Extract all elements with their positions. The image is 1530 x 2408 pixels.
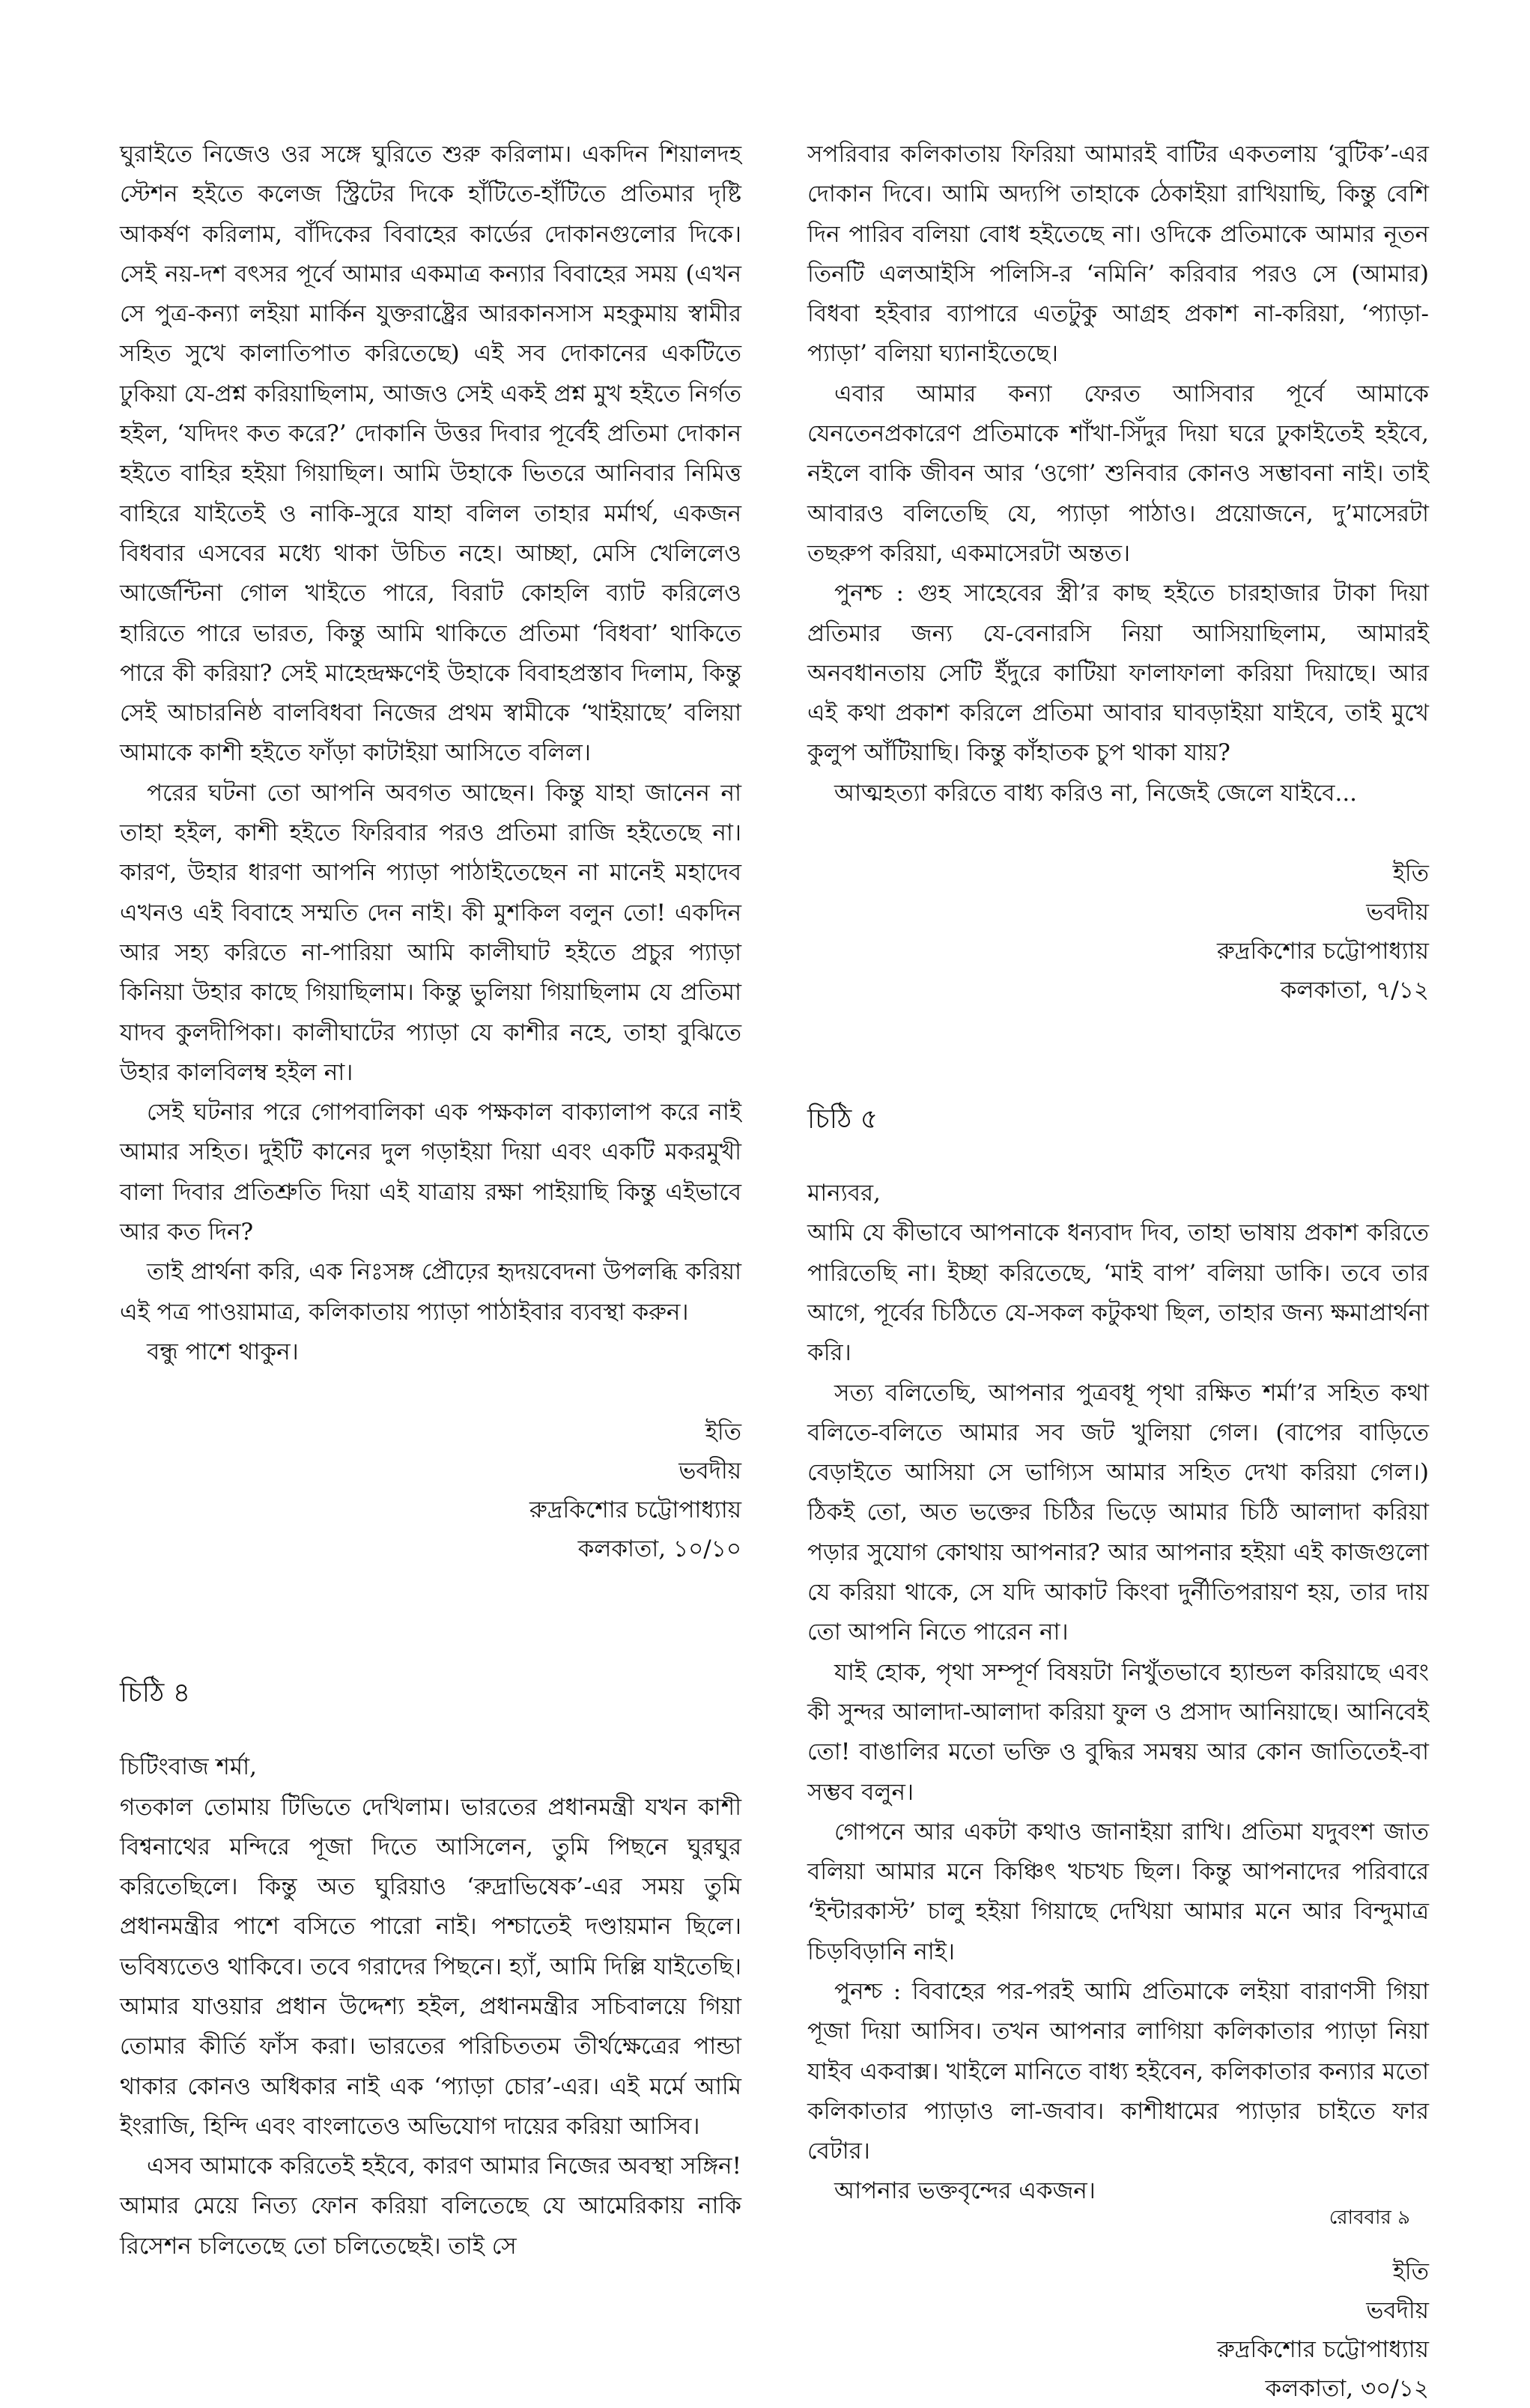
signoff-name: রুদ্রকিশোর চট্টোপাধ্যায়	[1216, 2335, 1429, 2363]
signoff-name: রুদ্রকিশোর চট্টোপাধ্যায়	[1216, 938, 1429, 965]
letter5-postscript: পুনশ্চ : বিবাহের পর-পরই আমি প্রতিমাকে লইয়া বারাণসী গিয়া পূজা দিয়া আসিব। তখন আপনার লাগিয়া কলিকাতার প্যাড়া নিয়া যাইব একবাক্স। খাইলে মানিতে বাধ্য হইবেন, কলিকাতার কন্যার মতো কলিকাতার প্যাড়াও লা-জবাব। কাশীধামের প্যাড়ার চাইতে ফার বেটার।	[807, 1977, 1429, 2165]
section-spacer	[120, 1568, 741, 1673]
signoff-yours: ভবদীয়	[679, 1458, 741, 1485]
letter5-closing: আপনার ভক্তবৃন্দের একজন।	[834, 2177, 1096, 2205]
page-folio: রোববার ৯	[1329, 2207, 1410, 2229]
letter4-signature	[807, 854, 1429, 1010]
letter5-paragraph: সত্য বলিতেছি, আপনার পুত্রবধূ পৃথা রক্ষিত শর্মা’র সহিত কথা বলিতে-বলিতে আমার সব জট খুলিয়া গেল। (বাপের বাড়িতে বেড়াইতে আসিয়া সে ভাগ্যিস আমার সহিত দেখা করিয়া গেল।) ঠিকই তো, অত ভক্তের চিঠির ভিড়ে আমার চিঠি আলাদা করিয়া পড়ার সুযোগ কোথায় আপনার? আর আপনার হইয়া এই কাজগুলো যে করিয়া থাকে, সে যদি আকাট কিংবা দুর্নীতিপরায়ণ হয়, তার দায় তো আপনি নিতে পারেন না।	[807, 1379, 1429, 1646]
letter4-salutation: চিটিংবাজ শর্মা,	[120, 1753, 257, 1781]
letter3-closing: বন্ধু পাশে থাকুন।	[147, 1338, 299, 1365]
letter5-paragraph: আমি যে কীভাবে আপনাকে ধন্যবাদ দিব, তাহা ভাষায় প্রকাশ করিতে পারিতেছি না। ইচ্ছা করিতেছে, ‘মাই বাপ’ বলিয়া ডাকি। তবে তার আগে, পূর্বের চিঠিতে যে-সকল কটুকথা ছিল, তাহার জন্য ক্ষমাপ্রার্থনা করি।	[807, 1219, 1429, 1367]
left-column	[120, 135, 741, 2266]
signoff-iti: ইতি	[1392, 2257, 1429, 2285]
signoff-place-date: কলকাতা, ৩০/১২	[1265, 2374, 1429, 2402]
letter4-closing: আত্মহত্যা করিতে বাধ্য করিও না, নিজেই জেলে যাইবে...	[834, 779, 1358, 807]
letter3-paragraph: তাই প্রার্থনা করি, এক নিঃসঙ্গ প্রৌঢ়ের হৃদয়বেদনা উপলব্ধি করিয়া এই পত্র পাওয়ামাত্র, কলিকাতায় প্যাড়া পাঠাইবার ব্যবস্থা করুন।	[120, 1258, 741, 1326]
letter4-postscript: পুনশ্চ : গুহ সাহেবের স্ত্রী’র কাছ হইতে চারহাজার টাকা দিয়া প্রতিমার জন্য যে-বেনারসি নিয়া আসিয়াছিলাম, আমারই অনবধানতায় সেটি ইঁদুরে কাটিয়া ফালাফালা করিয়া দিয়াছে। আর এই কথা প্রকাশ করিলে প্রতিমা আবার ঘাবড়াইয়া যাইবে, তাই মুখে কুলুপ আঁটিয়াছি। কিন্তু কাঁহাতক চুপ থাকা যায়?	[807, 580, 1429, 767]
letter4-paragraph: সপরিবার কলিকাতায় ফিরিয়া আমারই বাটির একতলায় ‘বুটিক’-এর দোকান দিবে। আমি অদ্যপি তাহাকে ঠেকাইয়া রাখিয়াছি, কিন্তু বেশি দিন পারিব বলিয়া বোধ হইতেছে না। ওদিকে প্রতিমাকে আমার নূতন তিনটি এলআইসি পলিসি-র ‘নমিনি’ করিবার পরও সে (আমার) বিধবা হইবার ব্যাপারে এতটুকু আগ্রহ প্রকাশ না-করিয়া, ‘প্যাড়া-প্যাড়া’ বলিয়া ঘ্যানাইতেছে।	[807, 141, 1429, 368]
signoff-place-date: কলকাতা, ৭/১২	[1280, 977, 1429, 1004]
letter4-heading: চিঠি ৪	[120, 1678, 191, 1709]
letter5-signature	[807, 2252, 1429, 2408]
letter5-paragraph: যাই হোক, পৃথা সম্পূর্ণ বিষয়টা নিখুঁতভাবে হ্যান্ডল করিয়াছে এবং কী সুন্দর আলাদা-আলাদা করিয়া ফুল ও প্রসাদ আনিয়াছে। আনিবেই তো! বাঙালির মতো ভক্তি ও বুদ্ধির সমন্বয় আর কোন জাতিতেই-বা সম্ভব বলুন।	[807, 1658, 1429, 1806]
signoff-iti: ইতি	[705, 1419, 741, 1446]
signoff-yours: ভবদীয়	[1366, 2296, 1429, 2324]
signoff-yours: ভবদীয়	[1366, 899, 1429, 926]
letter5-paragraph: গোপনে আর একটা কথাও জানাইয়া রাখি। প্রতিমা যদুবংশ জাত বলিয়া আমার মনে কিঞ্চিৎ খচখচ ছিল। কিন্তু আপনাদের পরিবারে ‘ইন্টারকাস্ট’ চালু হইয়া গিয়াছে দেখিয়া আমার মনে আর বিন্দুমাত্র চিড়বিড়ানি নাই।	[807, 1818, 1429, 1965]
signoff-iti: ইতি	[1392, 860, 1429, 888]
letter4-paragraph: এসব আমাকে করিতেই হইবে, কারণ আমার নিজের অবস্থা সঙ্গিন! আমার মেয়ে নিত্য ফোন করিয়া বলিতেছে যে আমেরিকায় নাকি রিসেশন চলিতেছে তো চলিতেছেই। তাই সে	[120, 2153, 741, 2260]
letter3-paragraph: সেই ঘটনার পরে গোপবালিকা এক পক্ষকাল বাক্যালাপ করে নাই আমার সহিত। দুইটি কানের দুল গড়াইয়া দিয়া এবং একটি মকরমুখী বালা দিবার প্রতিশ্রুতি দিয়া এই যাত্রায় রক্ষা পাইয়াছি কিন্তু এইভাবে আর কত দিন?	[120, 1099, 741, 1246]
signoff-place-date: কলকাতা, ১০/১০	[577, 1535, 741, 1563]
letter4-paragraph: এবার আমার কন্যা ফেরত আসিবার পূর্বে আমাকে যেনতেনপ্রকারেণ প্রতিমাকে শাঁখা-সিঁদুর দিয়া ঘরে ঢুকাইতেই হইবে, নইলে বাকি জীবন আর ‘ওগো’ শুনিবার কোনও সম্ভাবনা নাই। তাই আবারও বলিতেছি যে, প্যাড়া পাঠাও। প্রয়োজনে, দু’মাসেরটা তছরুপ করিয়া, একমাসেরটা অন্তত।	[807, 380, 1429, 567]
letter4-paragraph: গতকাল তোমায় টিভিতে দেখিলাম। ভারতের প্রধানমন্ত্রী যখন কাশী বিশ্বনাথের মন্দিরে পূজা দিতে আসিলেন, তুমি পিছনে ঘুরঘুর করিতেছিলে। কিন্তু অত ঘুরিয়াও ‘রুদ্রাভিষেক’-এর সময় তুমি প্রধানমন্ত্রীর পাশে বসিতে পারো নাই। পশ্চাতেই দণ্ডায়মান ছিলে। ভবিষ্যতেও থাকিবে। তবে গরাদের পিছনে। হ্যাঁ, আমি দিল্লি যাইতেছি। আমার যাওয়ার প্রধান উদ্দেশ্য হইল, প্রধানমন্ত্রীর সচিবালয়ে গিয়া তোমার কীর্তি ফাঁস করা। ভারতের পরিচিততম তীর্থক্ষেত্রের পান্ডা থাকার কোনও অধিকার নাই এক ‘প্যাড়া চোর’-এর। এই মর্মে আমি ইংরাজি, হিন্দি এবং বাংলাতেও অভিযোগ দায়ের করিয়া আসিব।	[120, 1793, 741, 2140]
signoff-name: রুদ্রকিশোর চট্টোপাধ্যায়	[529, 1496, 741, 1524]
letter5-salutation: মান্যবর,	[807, 1180, 881, 1207]
letter3-signature	[120, 1413, 741, 1568]
right-column	[807, 135, 1429, 2408]
section-spacer	[807, 1010, 1429, 1100]
letter3-paragraph: ঘুরাইতে নিজেও ওর সঙ্গে ঘুরিতে শুরু করিলাম। একদিন শিয়ালদহ স্টেশন হইতে কলেজ স্ট্রিটের দিকে হাঁটিতে-হাঁটিতে প্রতিমার দৃষ্টি আকর্ষণ করিলাম, বাঁদিকের বিবাহের কার্ডের দোকানগুলোর দিকে। সেই নয়-দশ বৎসর পূর্বে আমার একমাত্র কন্যার বিবাহের সময় (এখন সে পুত্র-কন্যা লইয়া মার্কিন যুক্তরাষ্ট্রের আরকানসাস মহকুমায় স্বামীর সহিত সুখে কালাতিপাত করিতেছে) এই সব দোকানের একটিতে ঢুকিয়া যে-প্রশ্ন করিয়াছিলাম, আজও সেই একই প্রশ্ন মুখ হইতে নির্গত হইল, ‘যদিদং কত করে?’ দোকানি উত্তর দিবার পূর্বেই প্রতিমা দোকান হইতে বাহির হইয়া গিয়াছিল। আমি উহাকে ভিতরে আনিবার নিমিত্ত বাহিরে যাইতেই ও নাকি-সুরে যাহা বলিল তাহার মর্মার্থ, একজন বিধবার এসবের মধ্যে থাকা উচিত নহে। আচ্ছা, মেসি খেলিলেও আর্জেন্টিনা গোল খাইতে পারে, বিরাট কোহলি ব্যাট করিলেও হারিতে পারে ভারত, কিন্তু আমি থাকিতে প্রতিমা ‘বিধবা’ থাকিতে পারে কী করিয়া? সেই মাহেন্দ্রক্ষণেই উহাকে বিবাহপ্রস্তাব দিলাম, কিন্তু সেই আচারনিষ্ঠ বালবিধবা নিজের প্রথম স্বামীকে ‘খাইয়াছে’ বলিয়া আমাকে কাশী হইতে ফাঁড়া কাটাইয়া আসিতে বলিল।	[120, 141, 741, 767]
letter5-heading: চিঠি ৫	[807, 1104, 878, 1135]
letter3-paragraph: পরের ঘটনা তো আপনি অবগত আছেন। কিন্তু যাহা জানেন না তাহা হইল, কাশী হইতে ফিরিবার পরও প্রতিমা রাজি হইতেছে না। কারণ, উহার ধারণা আপনি প্যাড়া পাঠাইতেছেন না মানেই মহাদেব এখনও এই বিবাহে সম্মতি দেন নাই। কী মুশকিল বলুন তো! একদিন আর সহ্য করিতে না-পারিয়া আমি কালীঘাট হইতে প্রচুর প্যাড়া কিনিয়া উহার কাছে গিয়াছিলাম। কিন্তু ভুলিয়া গিয়াছিলাম যে প্রতিমা যাদব কুলদীপিকা। কালীঘাটের প্যাড়া যে কাশীর নহে, তাহা বুঝিতে উহার কালবিলম্ব হইল না।	[120, 779, 741, 1086]
